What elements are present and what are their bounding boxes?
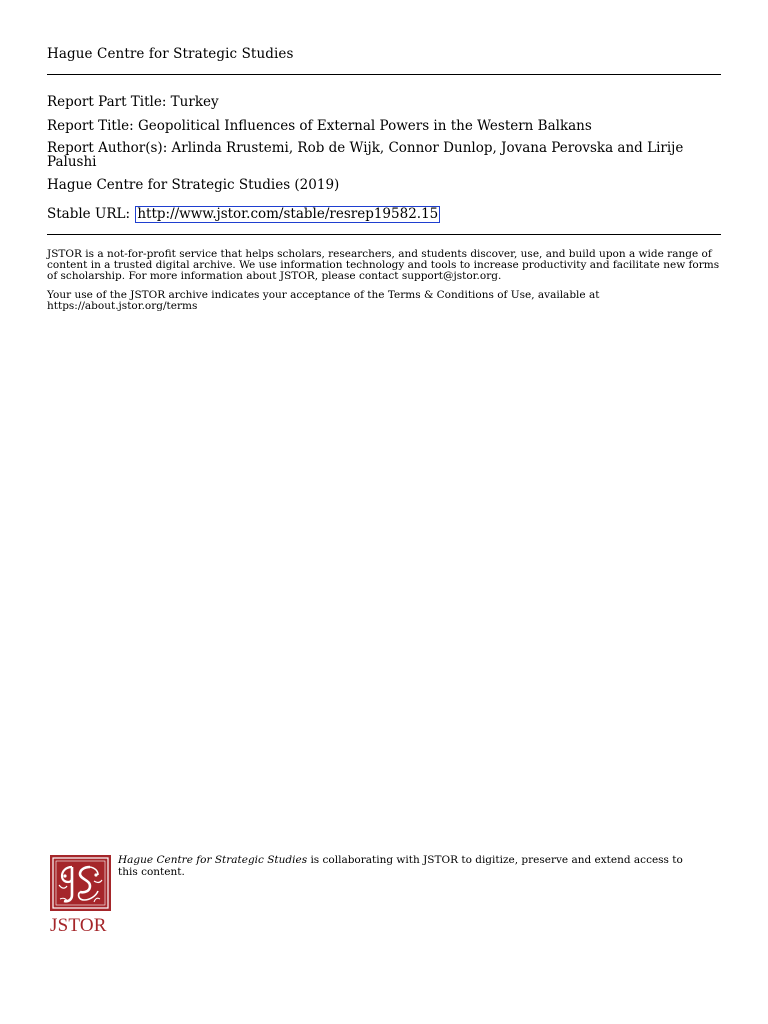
collaborating-organization: Hague Centre for Strategic Studies — [118, 854, 308, 866]
top-divider — [47, 74, 721, 75]
report-authors: Report Author(s): Arlinda Rrustemi, Rob de Wijk, Connor Dunlop, Jovana Perovska and Lirije Palushi — [47, 140, 684, 170]
stable-url-label: Stable URL: — [47, 206, 131, 222]
collaboration-statement — [118, 855, 698, 878]
stable-url-line — [47, 206, 727, 223]
report-title: Report Title: Geopolitical Influences of External Powers in the Western Balkans — [47, 118, 592, 134]
jstor-about-notice: JSTOR is a not-for-profit service that helps scholars, researchers, and students discover, use, and build upon a wide range of content in a trusted digital archive. We use information technology and tools to increase productivity and facilitate new forms of scholarship. For more information about JSTOR, please contact support@jstor.org. — [47, 248, 720, 282]
terms-notice: Your use of the JSTOR archive indicates your acceptance of the Terms & Conditions of Use, available at https://about.jstor.org/terms — [47, 289, 600, 312]
publication-info: Hague Centre for Strategic Studies (2019) — [47, 177, 340, 193]
publisher-name: Hague Centre for Strategic Studies — [47, 46, 294, 62]
stable-url-link[interactable]: http://www.jstor.com/stable/resrep19582.15 — [137, 206, 439, 222]
middle-divider — [47, 234, 721, 235]
jstor-logo — [50, 855, 114, 935]
collaboration-message: is collaborating with JSTOR to digitize, preserve and extend access to this content. — [118, 854, 683, 878]
jstor-wordmark: JSTOR — [50, 915, 107, 936]
report-part-title: Report Part Title: Turkey — [47, 94, 219, 110]
jstor-seal-icon — [50, 855, 111, 911]
